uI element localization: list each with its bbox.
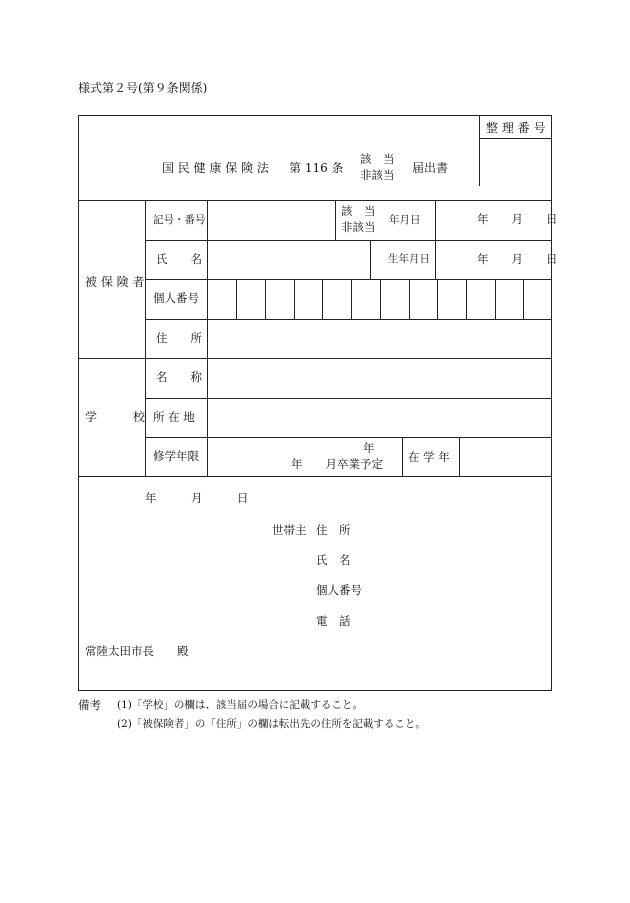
divider	[370, 240, 371, 279]
ref-number-label: 整 理 番 号	[486, 121, 546, 135]
notice-label: 届出書	[412, 161, 449, 175]
applicant-address-label: 住 所	[316, 523, 351, 537]
grade-label: 在 学 年	[408, 450, 450, 464]
graduation-expected-field[interactable]: 年 月卒業予定	[291, 457, 383, 471]
divider	[402, 437, 403, 476]
note-1: (1)「学校」の欄は、該当届の場合に記載すること。	[117, 699, 363, 711]
grade-field[interactable]	[460, 438, 552, 475]
address-field[interactable]	[208, 320, 552, 357]
applicable-date-field[interactable]: 年 月 日	[477, 212, 558, 226]
applicable-date-label: 年月日	[389, 214, 421, 226]
personal-number-field[interactable]	[208, 280, 552, 318]
head-of-household-label: 世帯主	[272, 523, 307, 537]
applicant-personal-number-label: 個人番号	[316, 583, 362, 597]
birthdate-label: 生年月日	[388, 253, 430, 265]
name-field[interactable]	[208, 241, 369, 278]
divider	[145, 200, 146, 476]
not-applicable-label: 非該当	[360, 168, 395, 182]
school-location-label: 所 在 地	[153, 410, 195, 424]
ref-number-field[interactable]	[480, 139, 551, 185]
study-term-label: 修学年限	[153, 449, 199, 463]
note-2: (2)「被保険者」の「住所」の欄は転出先の住所を記載すること。	[117, 718, 426, 730]
insured-applicable-label: 該 当	[341, 204, 376, 218]
study-term-year-unit: 年	[363, 441, 375, 455]
address-label: 住 所	[156, 331, 202, 345]
symbol-number-field[interactable]	[208, 201, 334, 239]
applicant-name-label: 氏 名	[316, 553, 351, 567]
submission-date[interactable]: 年 月 日	[145, 491, 249, 505]
symbol-number-label: 記号・番号	[153, 214, 206, 226]
notes-heading: 備考	[78, 698, 101, 712]
name-label: 氏 名	[156, 252, 202, 266]
birthdate-field[interactable]: 年 月 日	[477, 252, 558, 266]
form-table	[78, 115, 558, 691]
personal-number-label: 個人番号	[153, 291, 199, 305]
school-section-label: 学 校	[85, 410, 146, 424]
school-name-field[interactable]	[208, 359, 552, 397]
form-id: 様式第２号(第９条関係)	[78, 81, 208, 95]
divider	[79, 476, 552, 477]
school-name-label: 名 称	[156, 370, 202, 384]
addressee: 常陸太田市長 殿	[85, 644, 189, 658]
article-number: 第 116 条	[289, 161, 344, 175]
insured-section-label: 被 保 険 者	[85, 275, 145, 289]
applicable-label: 該 当	[360, 152, 395, 166]
applicant-phone-label: 電 話	[316, 614, 351, 628]
form-title: 国 民 健 康 保 険 法	[162, 161, 269, 175]
divider	[435, 200, 436, 279]
school-location-field[interactable]	[208, 399, 552, 436]
insured-not-applicable-label: 非該当	[341, 220, 376, 234]
divider	[335, 200, 336, 240]
